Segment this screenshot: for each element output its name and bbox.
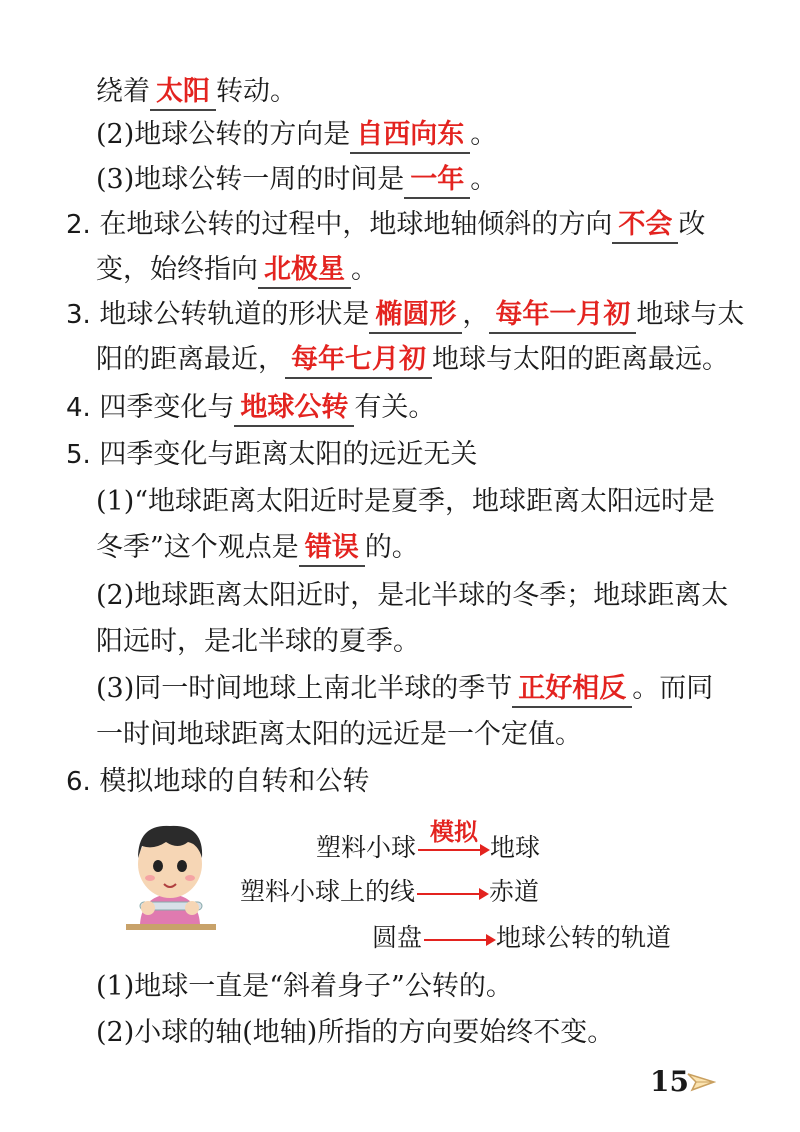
text-line	[96, 715, 800, 755]
line-text: ，	[462, 299, 490, 330]
arrow-icon	[417, 893, 487, 895]
paper-plane-icon	[686, 1070, 716, 1094]
line-text: (1)地球一直是“斜着身子”公转的。	[96, 971, 513, 1002]
diagram-from: 圆盘	[372, 923, 423, 952]
diagram-label: 模拟	[430, 818, 478, 846]
line-text: 。而同	[632, 673, 714, 704]
line-text: 改	[678, 209, 706, 240]
line-text: 。	[351, 254, 378, 285]
text-line	[96, 340, 800, 380]
question-number: 2.	[66, 210, 91, 240]
answer-text: 地球公转	[234, 392, 354, 427]
answer-text: 一年	[404, 164, 470, 199]
text-line	[96, 669, 800, 709]
question-3	[66, 295, 800, 335]
diagram-row	[240, 876, 539, 908]
line-text: (1)“地球距离太阳近时是夏季，地球距离太阳远时是	[96, 486, 716, 517]
answer-text: 太阳	[150, 76, 216, 111]
line-text: 有关。	[354, 392, 436, 423]
line-text: 转动。	[216, 76, 297, 107]
diagram-to: 地球	[490, 833, 541, 862]
line-text: 在地球公转的过程中，地球地轴倾斜的方向	[99, 209, 613, 240]
text-line	[96, 115, 800, 155]
line-text: 一时间地球距离太阳的远近是一个定值。	[96, 719, 582, 750]
question-4	[66, 388, 800, 428]
question-5	[66, 435, 800, 475]
text-line	[96, 482, 800, 522]
line-text: (3)同一时间地球上南北半球的季节	[96, 673, 513, 704]
boy-illustration	[118, 806, 218, 941]
diagram-to: 赤道	[489, 877, 540, 906]
line-text: 变，始终指向	[96, 254, 258, 285]
line-text: 四季变化与	[99, 392, 235, 423]
diagram-row	[372, 922, 671, 954]
answer-text: 椭圆形	[369, 299, 462, 334]
page-number: 15	[650, 1065, 689, 1098]
question-6	[66, 762, 800, 802]
question-number: 3.	[66, 300, 91, 330]
text-line	[96, 528, 800, 568]
text-line	[96, 72, 800, 112]
line-text: 绕着	[96, 76, 150, 107]
line-text: 模拟地球的自转和公转	[99, 766, 370, 797]
text-line	[96, 967, 800, 1007]
diagram-from: 塑料小球	[316, 833, 417, 862]
arrow-icon	[418, 849, 488, 851]
answer-text: 不会	[612, 209, 678, 244]
line-text: (2)地球距离太阳近时，是北半球的冬季；地球距离太	[96, 580, 729, 611]
text-line	[96, 576, 800, 616]
line-text: 地球与太阳的距离最远。	[432, 344, 729, 375]
diagram-from: 塑料小球上的线	[240, 877, 416, 906]
line-text: 地球公转轨道的形状是	[99, 299, 370, 330]
text-line	[96, 622, 800, 662]
question-number: 4.	[66, 393, 91, 423]
text-line	[96, 250, 800, 290]
line-text: 地球与太	[636, 299, 745, 330]
answer-text: 自西向东	[350, 119, 470, 154]
line-text: 阳的距离最近，	[96, 344, 285, 375]
line-text: 。	[470, 164, 498, 195]
line-text: (2)地球公转的方向是	[96, 119, 351, 150]
answer-text: 错误	[299, 532, 365, 567]
line-text: (2)小球的轴(地轴)所指的方向要始终不变。	[96, 1017, 615, 1048]
line-text: 四季变化与距离太阳的远近无关	[99, 439, 478, 470]
answer-text: 北极星	[258, 254, 351, 289]
line-text: 。	[470, 119, 498, 150]
line-text: 冬季”这个观点是	[96, 532, 299, 563]
answer-text: 每年七月初	[285, 344, 432, 379]
question-2	[66, 205, 800, 245]
answer-text: 每年一月初	[489, 299, 636, 334]
line-text: (3)地球公转一周的时间是	[96, 164, 405, 195]
line-text: 阳远时，是北半球的夏季。	[96, 626, 420, 657]
diagram-row	[316, 832, 540, 864]
answer-text: 正好相反	[512, 673, 632, 708]
text-line	[96, 160, 800, 200]
question-number: 6.	[66, 767, 91, 797]
text-line	[96, 1013, 800, 1053]
question-number: 5.	[66, 440, 91, 470]
diagram-to: 地球公转的轨道	[496, 923, 672, 952]
arrow-icon	[424, 939, 494, 941]
line-text: 的。	[364, 532, 419, 563]
